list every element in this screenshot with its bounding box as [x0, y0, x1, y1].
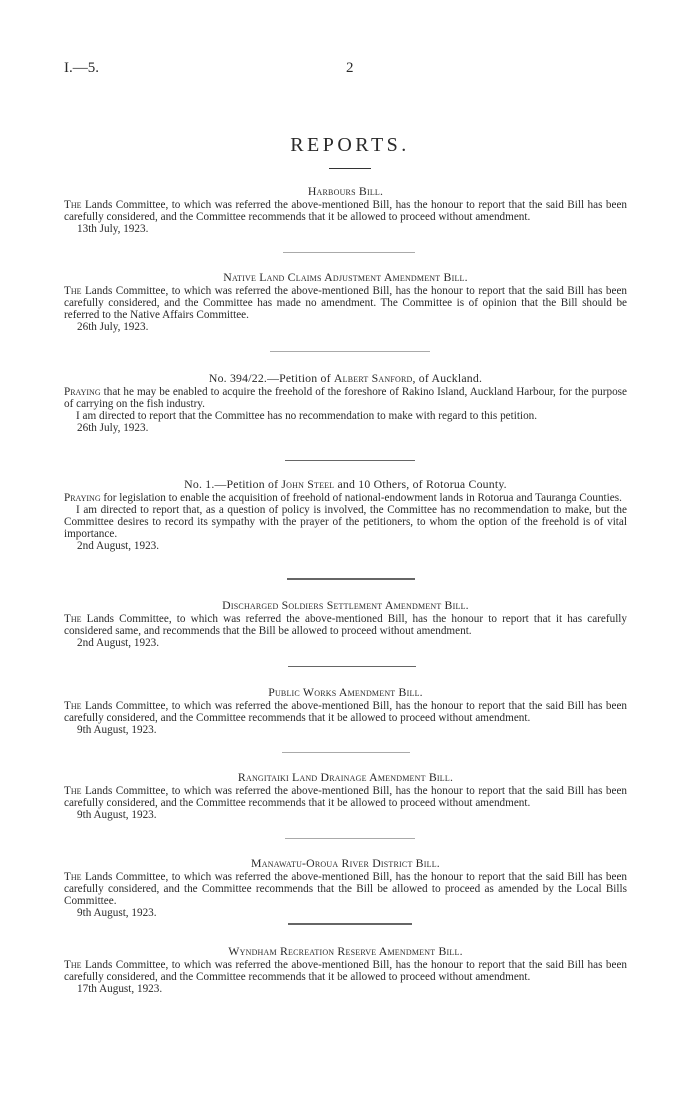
report-text: Lands Committee, to which was referred the above-mentioned Bill, has the honour to report that the said Bill has been carefully considered, and the Committee recommends that the Bill be allowed to proceed as amended by the Local Bills Committee.	[64, 871, 628, 907]
report-lead: The	[64, 785, 82, 797]
report-harbours-bill	[64, 185, 627, 235]
report-body	[64, 492, 627, 504]
report-date: 9th August, 1923.	[77, 724, 157, 736]
section-divider	[288, 923, 412, 925]
report-heading: Native Land Claims Adjustment Amendment Bill.	[223, 270, 468, 284]
heading-prefix: No. 1.—Petition of	[184, 477, 279, 491]
report-lead: Praying	[64, 492, 101, 504]
heading-prefix: No. 394/22.—Petition of	[208, 371, 331, 385]
report-discharged-soldiers	[64, 599, 627, 649]
section-divider	[285, 838, 415, 839]
section-divider	[288, 666, 416, 667]
report-heading	[64, 478, 627, 490]
petition-john-steel	[64, 478, 627, 552]
report-lead: The	[64, 199, 82, 211]
report-date: 2nd August, 1923.	[77, 540, 160, 552]
report-text: Lands Committee, to which was referred the above-mentioned Bill, has the honour to report that it has carefully considered same, and recommends that the Bill be allowed to proceed without amendment.	[64, 613, 628, 637]
heading-suffix: and 10 Others, of Rotorua County.	[337, 477, 507, 491]
report-body	[64, 199, 627, 223]
report-text: for legislation to enable the acquisition of freehold of national-endowment lands in Rotorua and Tauranga Counties.	[103, 492, 622, 504]
report-lead: The	[64, 613, 82, 625]
report-body	[64, 613, 627, 637]
report-heading: Rangitaiki Land Drainage Amendment Bill.	[237, 770, 454, 784]
report-body	[64, 700, 627, 724]
paper-reference: I.—5.	[64, 60, 99, 76]
report-manawatu-oroua	[64, 857, 627, 919]
report-date: 9th August, 1923.	[77, 907, 157, 919]
page-title: REPORTS.	[290, 134, 410, 156]
report-lead: Praying	[64, 386, 101, 398]
report-body	[64, 386, 627, 410]
section-divider	[282, 752, 410, 753]
page-number: 2	[346, 60, 354, 76]
section-divider	[270, 351, 430, 352]
report-heading: Public Works Amendment Bill.	[268, 685, 423, 699]
report-native-land-claims	[64, 271, 627, 333]
report-text: Lands Committee, to which was referred the above-mentioned Bill, has the honour to report that the said Bill has been carefully considered, and the Committee recommends that it be allowed to proceed without amendment.	[64, 959, 628, 983]
section-divider	[285, 460, 415, 461]
section-divider	[283, 252, 415, 253]
report-body	[64, 285, 627, 321]
report-heading: Harbours Bill.	[307, 184, 384, 198]
report-body-second: I am directed to report that, as a question of policy is involved, the Committee has no recommendation to make, but the Committee desires to record its sympathy with the prayer of the petitioners, to whom the option of the freehold is of vital importance.	[64, 504, 627, 540]
report-heading: Wyndham Recreation Reserve Amendment Bill.	[228, 944, 463, 958]
report-text: Lands Committee, to which was referred the above-mentioned Bill, has the honour to report that the said Bill has been carefully considered, and the Committee recommends that it be allowed to proceed without amendment.	[64, 785, 628, 809]
report-rangitaiki	[64, 771, 627, 821]
report-heading	[64, 372, 627, 384]
report-heading: Discharged Soldiers Settlement Amendment Bill.	[222, 598, 469, 612]
report-date: 2nd August, 1923.	[77, 637, 160, 649]
report-wyndham	[64, 945, 627, 995]
petitioner-name: John Steel	[281, 477, 335, 491]
report-lead: The	[64, 285, 82, 297]
report-body-second: I am directed to report that the Committee has no recommendation to make with regard to this petition.	[76, 410, 538, 422]
section-divider	[287, 578, 415, 580]
title-rule	[329, 168, 371, 169]
report-date: 17th August, 1923.	[77, 983, 163, 995]
report-body	[64, 871, 627, 907]
report-public-works	[64, 686, 627, 736]
report-date: 13th July, 1923.	[77, 223, 149, 235]
report-text: Lands Committee, to which was referred the above-mentioned Bill, has the honour to report that the said Bill has been carefully considered, and the Committee recommends that it be allowed to proceed without amendment.	[64, 700, 628, 724]
report-text: Lands Committee, to which was referred the above-mentioned Bill, has the honour to report that the said Bill has been carefully considered, and the Committee has made no amendment. The Committee is of opinion that the Bill should be referred to the Native Affairs Committee.	[64, 285, 628, 321]
petitioner-name: Albert Sanford	[333, 371, 413, 385]
report-lead: The	[64, 700, 82, 712]
report-heading: Manawatu-Oroua River District Bill.	[251, 856, 440, 870]
report-date: 26th July, 1923.	[77, 321, 149, 333]
report-body	[64, 785, 627, 809]
report-body	[64, 959, 627, 983]
report-text: Lands Committee, to which was referred the above-mentioned Bill, has the honour to report that the said Bill has been carefully considered, and the Committee recommends that it be allowed to proceed without amendment.	[64, 199, 628, 223]
petition-albert-sanford	[64, 372, 627, 434]
report-date: 9th August, 1923.	[77, 809, 157, 821]
report-lead: The	[64, 871, 82, 883]
report-lead: The	[64, 959, 82, 971]
report-text: that he may be enabled to acquire the freehold of the foreshore of Rakino Island, Auckland Harbour, for the purpose of carrying on the fish industry.	[64, 386, 627, 410]
heading-suffix: , of Auckland.	[412, 371, 483, 385]
report-date: 26th July, 1923.	[77, 422, 149, 434]
